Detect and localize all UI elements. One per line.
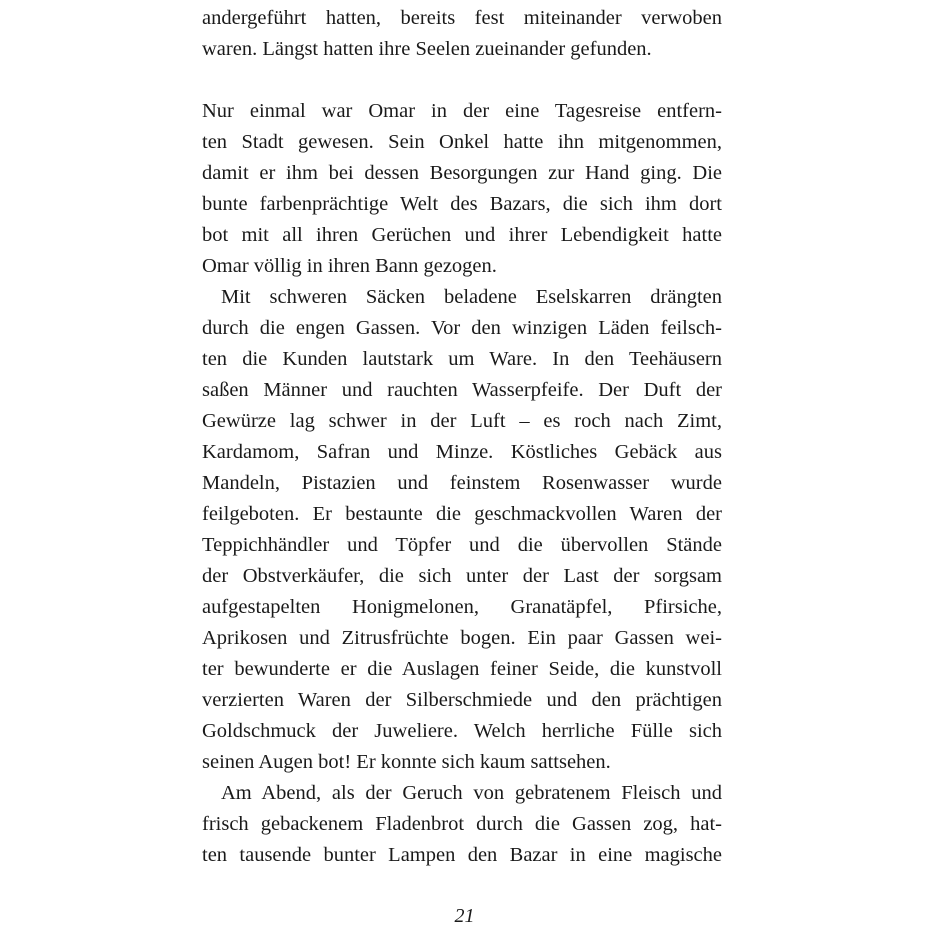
body-text	[202, 3, 722, 871]
text-line: durch die engen Gassen. Vor den winzigen Läden feilsch-	[202, 317, 722, 339]
text-line: aufgestapelten Honigmelonen, Granatäpfel, Pfirsiche,	[202, 596, 722, 618]
text-line: Am Abend, als der Geruch von gebratenem Fleisch und	[221, 782, 722, 804]
page-number: 21	[454, 905, 475, 927]
text-line: andergeführt hatten, bereits fest miteinander verwoben	[202, 7, 722, 29]
text-line: Gewürze lag schwer in der Luft – es roch nach Zimt,	[202, 410, 722, 432]
text-line: saßen Männer und rauchten Wasserpfeife. Der Duft der	[202, 379, 722, 401]
text-line: bot mit all ihren Gerüchen und ihrer Lebendigkeit hatte	[202, 224, 722, 246]
paragraph-3	[202, 282, 722, 778]
paragraph-2	[202, 96, 722, 282]
text-line: Mandeln, Pistazien und feinstem Rosenwasser wurde	[202, 472, 722, 494]
text-line: ten die Kunden lautstark um Ware. In den Teehäusern	[202, 348, 722, 370]
text-line: Mit schweren Säcken beladene Eselskarren drängten	[221, 286, 722, 308]
text-line: ten tausende bunter Lampen den Bazar in eine magische	[202, 844, 722, 866]
text-line: feilgeboten. Er bestaunte die geschmackvollen Waren der	[202, 503, 722, 525]
text-line: ter bewunderte er die Auslagen feiner Seide, die kunstvoll	[202, 658, 722, 680]
text-line: der Obstverkäufer, die sich unter der Last der sorgsam	[202, 565, 722, 587]
text-line: Teppichhändler und Töpfer und die übervollen Stände	[202, 534, 722, 556]
text-line: damit er ihm bei dessen Besorgungen zur Hand ging. Die	[202, 162, 722, 184]
text-line: ten Stadt gewesen. Sein Onkel hatte ihn mitgenommen,	[202, 131, 722, 153]
text-line: Omar völlig in ihren Bann gezogen.	[202, 255, 497, 277]
text-line: Kardamom, Safran und Minze. Köstliches Gebäck aus	[202, 441, 722, 463]
text-line: frisch gebackenem Fladenbrot durch die Gassen zog, hat-	[202, 813, 722, 835]
text-line: Nur einmal war Omar in der eine Tagesreise entfern-	[202, 100, 722, 122]
text-line: Goldschmuck der Juweliere. Welch herrliche Fülle sich	[202, 720, 722, 742]
text-line: waren. Längst hatten ihre Seelen zueinander gefunden.	[202, 38, 652, 60]
text-line: Aprikosen und Zitrusfrüchte bogen. Ein paar Gassen wei-	[202, 627, 722, 649]
text-line: bunte farbenprächtige Welt des Bazars, die sich ihm dort	[202, 193, 722, 215]
text-line: verzierten Waren der Silberschmiede und den prächtigen	[202, 689, 722, 711]
paragraph-1	[202, 3, 722, 65]
paragraph-gap	[202, 65, 722, 96]
paragraph-4	[202, 778, 722, 871]
text-line: seinen Augen bot! Er konnte sich kaum sattsehen.	[202, 751, 611, 773]
